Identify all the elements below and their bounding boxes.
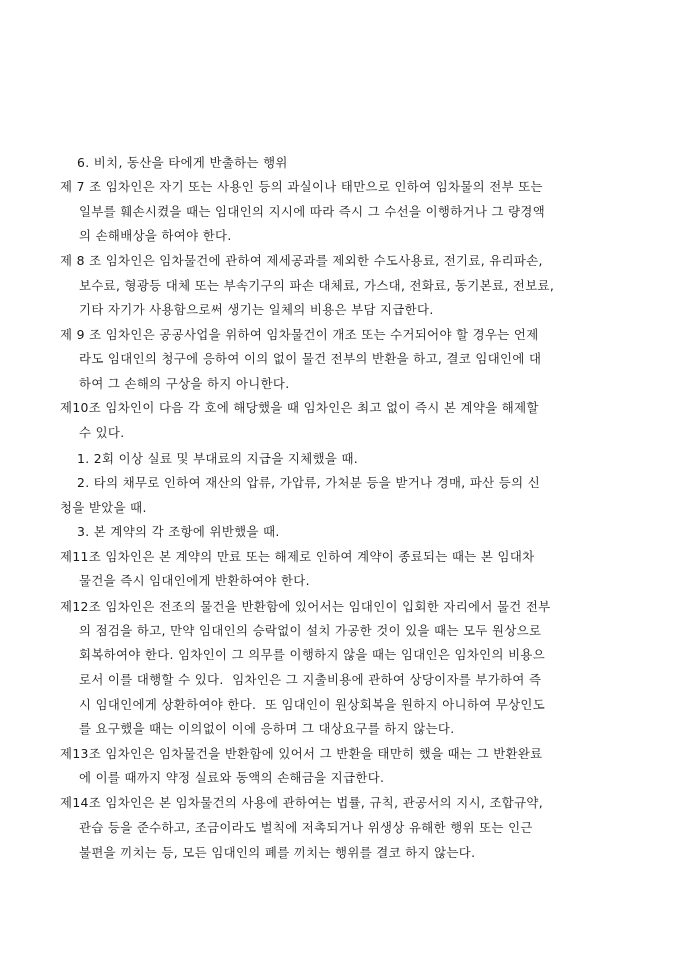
article-7-line-1: 제 7 조 임차인은 자기 또는 사용인 등의 과실이나 태만으로 인하여 임차물의 전부 또는 — [60, 179, 543, 194]
article-12-line-4: 로서 이를 대행할 수 있다. 임차인은 그 지출비용에 관하여 상당이자를 부가하여 즉 — [79, 672, 542, 687]
article-7-line-3: 의 손해배상을 하여야 한다. — [79, 228, 232, 243]
article-9-line-1: 제 9 조 임차인은 공공사업을 위하여 임차물건이 개조 또는 수거되어야 할 경우는 언제 — [60, 327, 539, 342]
article-9-line-3: 하여 그 손해의 구상을 하지 아니한다. — [79, 376, 290, 391]
article-10-item-1: 1. 2회 이상 실료 및 부대료의 지급을 지체했을 때. — [77, 451, 359, 466]
article-12-line-1: 제12조 임차인은 전조의 물건을 반환함에 있어서는 임대인이 입회한 자리에서 물건 전부 — [60, 599, 551, 614]
article-12-line-5: 시 임대인에게 상환하여야 한다. 또 임대인이 원상회복을 원하지 아니하여 무상인도 — [79, 697, 546, 712]
article-13-line-2: 에 이를 때까지 약정 실료와 동액의 손해금을 지급한다. — [79, 770, 385, 785]
article-8-line-2: 보수료, 형광등 대체 또는 부속기구의 파손 대체료, 가스대, 전화료, 동기본료, 전보료, — [79, 278, 555, 293]
article-10-item-2-line-2: 청을 받았을 때. — [60, 500, 147, 515]
article-11-line-1: 제11조 임차인은 본 계약의 만료 또는 해제로 인하여 계약이 종료되는 때는 본 임대차 — [60, 549, 535, 564]
article-13-line-1: 제13조 임차인은 임차물건을 반환함에 있어서 그 반환을 태만히 했을 때는 그 반환완료 — [60, 746, 543, 761]
article-14-line-3: 불편을 끼치는 등, 모든 임대인의 폐를 끼치는 행위를 결코 하지 않는다. — [79, 845, 476, 860]
article-8-line-1: 제 8 조 임차인은 임차물건에 관하여 제세공과를 제외한 수도사용료, 전기료, 유리파손, — [60, 253, 543, 268]
article-8-line-3: 기타 자기가 사용함으로써 생기는 일체의 비용은 부담 지급한다. — [79, 302, 434, 317]
list-item-6: 6. 비치, 동산을 타에게 반출하는 행위 — [77, 155, 288, 170]
article-9-line-2: 라도 임대인의 청구에 응하여 이의 없이 물건 전부의 반환을 하고, 결코 임대인에 대 — [79, 351, 542, 366]
article-7-line-2: 일부를 훼손시켰을 때는 임대인의 지시에 따라 즉시 그 수선을 이행하거나 그 량경액 — [79, 204, 546, 219]
article-12-line-2: 의 점검을 하고, 만약 임대인의 승락없이 설치 가공한 것이 있을 때는 모두 원상으로 — [79, 623, 542, 638]
article-12-line-6: 를 요구했을 때는 이의없이 이에 응하며 그 대상요구를 하지 않는다. — [79, 721, 455, 736]
article-10-line-1: 제10조 임차인이 다음 각 호에 해당했을 때 임차인은 최고 없이 즉시 본 계약을 해제할 — [60, 400, 539, 415]
article-14-line-2: 관습 등을 준수하고, 조금이라도 벌칙에 저촉되거나 위생상 유해한 행위 또는 인근 — [79, 820, 533, 835]
article-14-line-1: 제14조 임차인은 본 임차물건의 사용에 관하여는 법률, 규칙, 관공서의 지시, 조합규약, — [60, 795, 544, 810]
article-10-item-3: 3. 본 계약의 각 조항에 위반했을 때. — [77, 524, 280, 539]
article-12-line-3: 회복하여야 한다. 임차인이 그 의무를 이행하지 않을 때는 임대인은 임차인의 비용으 — [79, 647, 546, 662]
article-11-line-2: 물건을 즉시 임대인에게 반환하여야 한다. — [79, 573, 310, 588]
article-10-line-2: 수 있다. — [79, 425, 125, 440]
article-10-item-2-line-1: 2. 타의 채무로 인하여 재산의 압류, 가압류, 가처분 등을 받거나 경매, 파산 등의 신 — [77, 475, 541, 490]
